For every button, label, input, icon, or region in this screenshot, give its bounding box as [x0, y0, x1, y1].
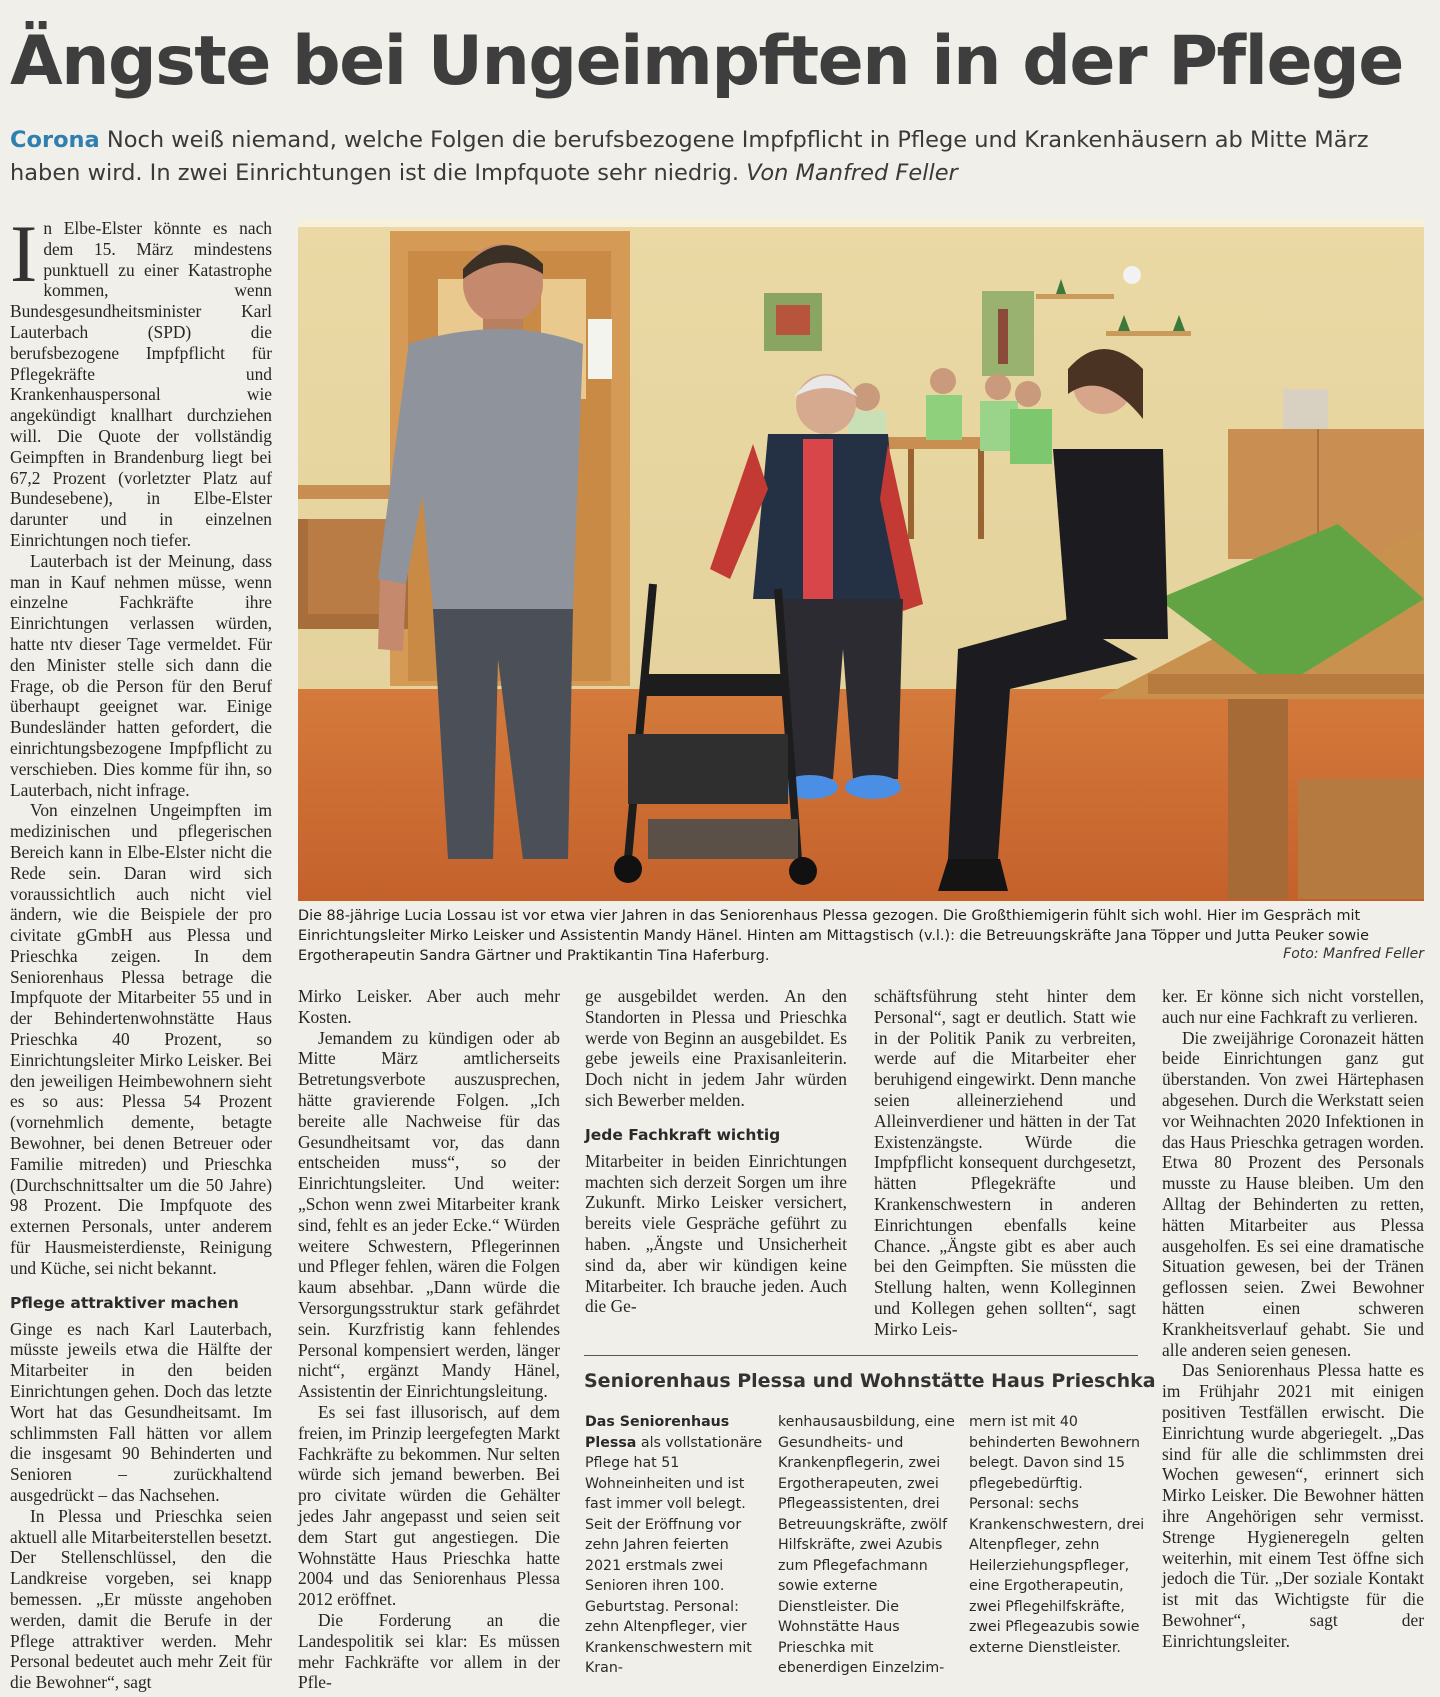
paragraph: Ginge es nach Karl Lauterbach, müsste jeweils etwa die Hälfte der Mitarbeiter in den beiden Einrichtungen gehen. Doch das letzte Wort hat das Gesundheitsamt. Im schlimmsten Fall hätten vor allem die insgesamt 90 Behinderten und Senioren – zurückhaltend ausgedrückt – das Nachsehen. [10, 1318, 272, 1506]
paragraph-text: n Elbe-Elster könnte es nach dem 15. März mindestens punktuell zu einer Katastrophe kommen, wenn Bundesgesundheitsminister Karl Lauterbach (SPD) die berufsbezogene Impfpflicht für Pflegekräfte und Krankenhauspersonal wie angekündigt knallhart durchziehen will. Die Quote der vollständig Geimpften in Brandenburg liegt bei 67,2 Prozent (vorletzter Platz auf Bundesebene), in Elbe-Elster darunter und in einzelnen Einrichtungen noch tiefer. [10, 218, 272, 550]
paragraph: Von einzelnen Ungeimpften im medizinischen und pflegerischen Bereich kann in Elbe-Elster nicht die Rede sein. Daran wird sich voraussichtlich auch nicht viel ändern, wie die Beispiele der pro civitate gGmbH aus Plessa und Prieschka zeigen. In dem Seniorenhaus Plessa betrage die Impfquote der Mitarbeiter 55 und in der Behindertenwohnstätte Haus Prieschka 40 Prozent, so Einrichtungsleiter Mirko Leisker. Bei den jeweiligen Heimbewohnern sieht es so aus: Plessa 54 Prozent (vornehmlich demente, betagte Bewohner, bei denen Betreuer oder Familie mitreden) und Prieschka (Durchschnittsalter um die 50 Jahre) 98 Prozent. Die Impfquote des externen Personals, unter anderem für Hausmeisterdienste, Reinigung und Küche, sei nicht bekannt. [10, 800, 272, 1278]
deck-text: Noch weiß niemand, welche Folgen die berufsbezogene Impfpflicht in Pflege und Krankenhäusern ab Mitte März haben wird. In zwei Einrichtungen ist die Impfquote sehr niedrig. [10, 127, 1369, 186]
infobox-rule [584, 1355, 1138, 1356]
paragraph: ge ausgebildet werden. An den Standorten in Plessa und Prieschka werde von Beginn an ausgebildet. Es gebe jeweils eine Praxisanleiterin. Doch nicht in jedem Jahr würden sich Bewerber melden. [585, 986, 847, 1110]
photo-caption: Die 88-jährige Lucia Lossau ist vor etwa vier Jahren in das Seniorenhaus Plessa gezogen. Die Großthiemigerin fühlt sich wohl. Hier im Gespräch mit Einrichtungsleiter Mirko Leisker und Assistentin Mandy Hänel. Hinten am Mittagstisch (v.l.): die Betreuungskräfte Jana Töpper und Jutta Peuker sowie Ergotherapeutin Sandra Gärtner und Praktikantin Tina Haferburg. [298, 908, 1369, 964]
headline: Ängste bei Ungeimpften in der Pflege [10, 22, 1403, 101]
byline: Von Manfred Feller [746, 160, 958, 186]
column-3 [585, 986, 847, 1317]
column-2 [298, 986, 560, 1693]
kicker: Corona [10, 127, 100, 153]
infobox-column-1 [585, 1412, 763, 1679]
paragraph: Die zweijährige Coronazeit hätten beide Einrichtungen ganz gut überstanden. Von zwei Härtephasen abgesehen. Durch die Werkstatt seien vor Weihnachten 2020 Infektionen in das Haus Prieschka getragen worden. Etwa 80 Prozent des Personals musste zu Hause bleiben. Um den Alltag der Behinderten zu retten, hätten Mitarbeiter aus Plessa ausgeholfen. Es sei eine dramatische Situation gewesen, bei der Tränen geflossen seien. Zwei Bewohner hätten einen schweren Krankheitsverlauf gehabt. Sie und alle anderen seien genesen. [1162, 1027, 1424, 1360]
paragraph: Mitarbeiter in beiden Einrichtungen machten sich derzeit Sorgen um ihre Zukunft. Mirko Leisker versichert, bereits viele Gespräche geführt zu haben. „Ängste und Unsicherheit sind da, aber wir kündigen keine Mitarbeiter. Ich brauche jeden. Auch die Ge- [585, 1150, 847, 1317]
paragraph: ker. Er könne sich nicht vorstellen, auch nur eine Fachkraft zu verlieren. [1162, 986, 1424, 1027]
subheading: Pflege attraktiver machen [10, 1293, 239, 1312]
paragraph: Das Seniorenhaus Plessa hatte es im Frühjahr 2021 mit einigen positiven Testfällen erwischt. Die Einrichtung wurde abgeriegelt. „Das sind für alle die schlimmsten drei Wochen gewesen“, erinnert sich Mirko Leisker. Die Bewohner hätten ihre Angehörigen sehr vermisst. Strenge Hygieneregeln gelten weiterhin, mit einem Test öffne sich jedoch die Tür. „Der soziale Kontakt ist mit das Wichtigste für die Bewohner“, sagt der Einrichtungsleiter. [1162, 1360, 1424, 1651]
paragraph: Mirko Leisker. Aber auch mehr Kosten. [298, 986, 560, 1027]
photo-image [298, 219, 1424, 901]
paragraph: schäftsführung steht hinter dem Personal“, sagt er deutlich. Statt wie in der Politik Panik zu verbreiten, werde auf die Mitarbeiter eher beruhigend eingewirkt. Denn manche seien alleinerziehend und Alleinverdiener und hätten in der Tat Existenzängste. Würde die Impfpflicht konsequent durchgesetzt, hätten Pflegekräfte und Krankenschwestern in anderen Einrichtungen ebenfalls keine Chance. „Ängste gibt es aber auch bei den Geimpften. Sie müssten die Stellung halten, wenn Kolleginnen und Kollegen gehen sollten“, sagt Mirko Leis- [874, 986, 1136, 1339]
infobox-text: als vollstationäre Pflege hat 51 Wohneinheiten und ist fast immer voll belegt. Seit der Eröffnung vor zehn Jahren feierten 2021 erstmals zwei Senioren ihren 100. Geburtstag. Personal: zehn Altenpfleger, vier Krankenschwestern mit Kran- [585, 1434, 763, 1676]
column-4 [874, 986, 1136, 1340]
article-photo [298, 219, 1424, 901]
deck [10, 124, 1430, 190]
column-1 [10, 208, 272, 1693]
paragraph: Lauterbach ist der Meinung, dass man in Kauf nehmen müsse, wenn einzelne Fachkräfte ihre Einrichtungen verlassen würden, hatte ntv dieser Tage vermeldet. Für den Minister stelle sich dann die Frage, ob die Person für den Beruf überhaupt geeignet war. Einige Bundesländer hatten gefordert, die einrichtungsbezogene Impfpflicht zu verschieben. Dies komme für ihn, so Lauterbach, nicht infrage. [10, 550, 272, 800]
infobox-column-2: kenhausausbildung, eine Gesundheits- und Krankenpflegerin, zwei Ergotherapeuten, zwei Pflegeassistenten, drei Betreuungskräfte, zwölf Hilfskräfte, zwei Azubis zum Pflegefachmann sowie externe Dienstleister. Die Wohnstätte Haus Prieschka mit ebenerdigen Einzelzim- [778, 1414, 955, 1676]
subheading: Jede Fachkraft wichtig [585, 1125, 781, 1144]
infobox-column-3: mern ist mit 40 behinderten Bewohnern belegt. Davon sind 15 pflegebedürftig. Personal: sechs Krankenschwestern, drei Altenpfleger, zehn Heilerziehungspfleger, eine Ergotherapeutin, zwei Pflegehilfskräfte, zwei Pflegeazubis sowie externe Dienstleister. [969, 1414, 1145, 1656]
infobox-lead: Das Seniorenhaus Plessa [585, 1414, 730, 1451]
paragraph: In Plessa und Prieschka seien aktuell alle Mitarbeiterstellen besetzt. Der Stellenschlüssel, den die Landkreise vorgeben, sei knapp bemessen. „Er müsste angehoben werden, damit die Berufe in der Pflege attraktiver werden. Mehr Personal bedeutet auch mehr Zeit für die Bewohner“, sagt [10, 1505, 272, 1693]
paragraph: Die Forderung an die Landespolitik sei klar: Es müssen mehr Fachkräfte vor allem in der Pfle- [298, 1609, 560, 1693]
paragraph: Jemandem zu kündigen oder ab Mitte März amtlicherseits Betretungsverbote auszusprechen, hätte gravierende Folgen. „Ich bereite alle Nachweise für das Gesundheitsamt vor, das dann entscheiden muss“, so der Einrichtungsleiter. Und weiter: „Schon wenn zwei Mitarbeiter krank sind, fehlt es an jeder Ecke.“ Würden weitere Schwestern, Pflegerinnen und Pfleger fehlen, wären die Folgen kaum absehbar. „Dann würde die Versorgungsstruktur stark gefährdet sein. Kurzfristig kann fehlendes Personal kompensiert werden, länger nicht“, ergänzt Mandy Hänel, Assistentin der Einrichtungsleitung. [298, 1027, 560, 1402]
photo-credit: Foto: Manfred Feller [1283, 946, 1424, 962]
paragraph [10, 208, 272, 551]
column-5 [1162, 986, 1424, 1652]
infobox-title: Seniorenhaus Plessa und Wohnstätte Haus Prieschka [584, 1370, 1156, 1392]
drop-cap: I [10, 208, 38, 299]
paragraph: Es sei fast illusorisch, auf dem freien, im Prinzip leergefegten Markt Fachkräfte zu bekommen. Nur selten würde sich jemand bewerben. Bei pro civitate würden die Gehälter jedes Jahr angepasst und seien seit dem Start gut angestiegen. Die Wohnstätte Haus Prieschka hatte 2004 und das Seniorenhaus Plessa 2012 eröffnet. [298, 1401, 560, 1610]
